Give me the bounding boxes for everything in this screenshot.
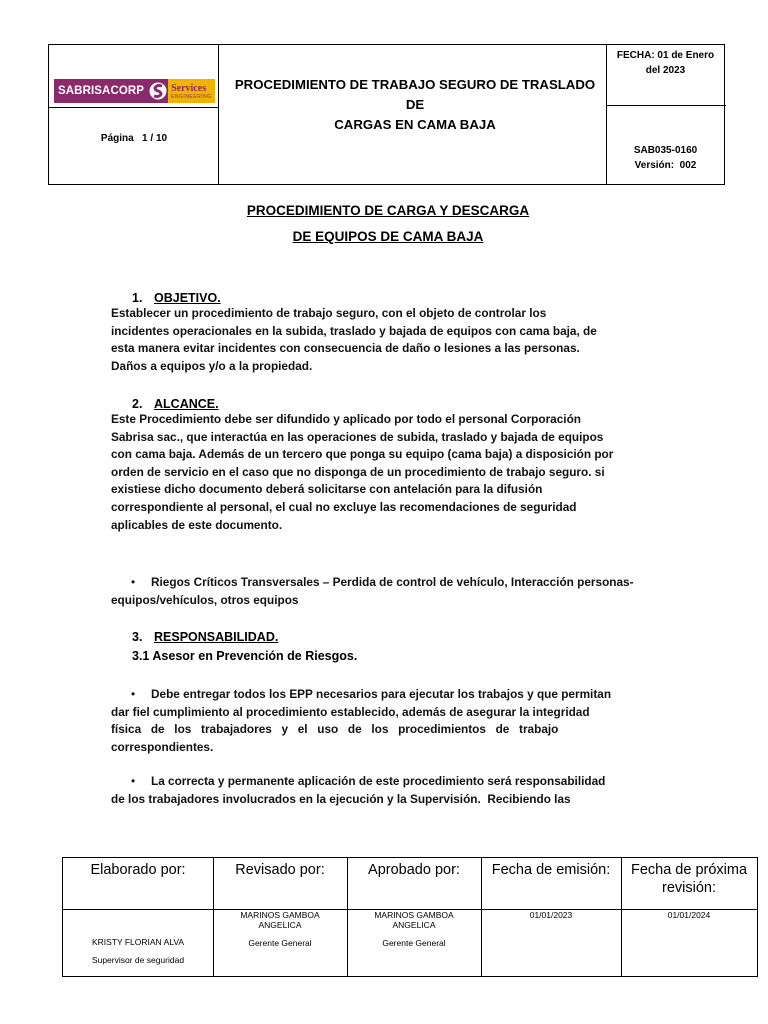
logo-services-text: Services — [171, 82, 207, 94]
table-header-revisado: Revisado por: — [235, 862, 325, 878]
header-divider — [49, 107, 218, 108]
paragraph-line: esta manera evitar incidentes con consecuencia de daño o lesiones a las personas. — [111, 341, 580, 356]
revisado-role: Gerente General — [248, 938, 312, 948]
section-number: 3. — [132, 630, 143, 644]
bullet-icon: • — [131, 575, 136, 589]
document-version: Versión: 002 — [634, 160, 697, 171]
section-label: RESPONSABILIDAD. — [154, 630, 279, 644]
header-date-line: FECHA: 01 de Enero — [616, 50, 715, 61]
company-logo — [54, 77, 214, 105]
responsabilidad-bullet-1 — [111, 686, 621, 756]
table-header-elaborado: Elaborado por: — [90, 862, 186, 878]
section-heading-alcance — [132, 397, 219, 411]
table-header-proxima: Fecha de próxima revisión: — [630, 862, 748, 896]
section-label: ALCANCE. — [154, 397, 219, 411]
bullet-line: correspondientes. — [111, 739, 214, 754]
section-label: OBJETIVO. — [154, 291, 221, 305]
elaborado-name: KRISTY FLORIAN ALVA — [91, 937, 185, 947]
objetivo-paragraph — [111, 305, 611, 375]
bullet-line — [111, 574, 651, 592]
section-number: 2. — [132, 397, 143, 411]
approval-table — [62, 857, 758, 977]
proxima-date: 01/01/2024 — [667, 910, 711, 920]
emision-date: 01/01/2023 — [529, 910, 573, 920]
main-title-line: PROCEDIMIENTO DE CARGA Y DESCARGA — [246, 203, 530, 218]
document-code-number: SAB035-0160 — [633, 145, 698, 156]
paragraph-line: existiese dicho documento deberá solicitarse con antelación para la difusión — [111, 482, 543, 497]
bullet-text: Debe entregar todos los EPP necesarios para ejecutar los trabajos y que permitan — [151, 687, 612, 701]
alcance-bullet — [111, 574, 651, 609]
header-title — [224, 75, 606, 135]
bullet-text: La correcta y permanente aplicación de este procedimiento será responsabilidad — [151, 774, 606, 788]
section-number: 1. — [132, 291, 143, 305]
aprobado-role: Gerente General — [382, 938, 446, 948]
revisado-name: MARINOS GAMBOA ANGELICA — [240, 910, 320, 930]
subsection-heading: 3.1 Asesor en Prevención de Riesgos. — [132, 649, 358, 663]
paragraph-line: Este Procedimiento debe ser difundido y aplicado por todo el personal Corporación — [111, 412, 581, 426]
main-title-line: DE EQUIPOS DE CAMA BAJA — [292, 229, 484, 244]
header-date-line: del 2023 — [645, 65, 686, 76]
header-title-line: PROCEDIMIENTO DE TRABAJO SEGURO DE TRASLADO DE — [234, 77, 596, 112]
paragraph-line: Establecer un procedimiento de trabajo seguro, con el objeto de controlar los — [111, 306, 547, 320]
paragraph-line: aplicables de este documento. — [111, 517, 283, 532]
header-date — [606, 48, 725, 78]
section-heading-objetivo — [132, 291, 221, 305]
page-number: Página 1 / 10 — [100, 133, 168, 144]
table-header-aprobado: Aprobado por: — [368, 862, 460, 878]
bullet-line: equipos/vehículos, otros equipos — [111, 592, 299, 607]
bullet-line: de los trabajadores involucrados en la ejecución y la Supervisión. Recibiendo las — [111, 791, 571, 806]
paragraph-line: Sabrisa sac., que interactúa en las operaciones de subida, traslado y bajada de equipos — [111, 429, 604, 444]
logo-services-block — [168, 79, 215, 103]
document-code — [606, 143, 725, 173]
bullet-icon: • — [131, 687, 136, 701]
bullet-line — [111, 773, 621, 791]
section-heading-responsabilidad — [132, 630, 278, 644]
responsabilidad-bullet-2 — [111, 773, 621, 808]
aprobado-name: MARINOS GAMBOA ANGELICA — [374, 910, 454, 930]
paragraph-line: Daños a equipos y/o a la propiedad. — [111, 358, 313, 373]
logo-swirl-icon — [148, 79, 168, 103]
bullet-text: Riegos Críticos Transversales – Perdida de control de vehículo, Interacción personas- — [151, 575, 634, 589]
header-divider — [606, 105, 726, 106]
bullet-icon: • — [131, 774, 136, 788]
logo-services-subtext: ENGINEERING — [171, 93, 212, 100]
bullet-line: dar fiel cumplimiento al procedimiento establecido, además de asegurar la integridad — [111, 704, 590, 719]
paragraph-line: incidentes operacionales en la subida, traslado y bajada de equipos con cama baja, de — [111, 323, 597, 338]
bullet-line: física de los trabajadores y el uso de los procedimientos de trabajo — [111, 722, 559, 737]
paragraph-line: orden de servicio en el caso que no disponga de un procedimiento de trabajo seguro. si — [111, 464, 605, 479]
document-header — [48, 44, 725, 185]
logo-brand-text: SABRISACORP — [54, 79, 148, 103]
header-title-line: CARGAS EN CAMA BAJA — [334, 117, 496, 132]
paragraph-line: correspondiente al personal, el cual no excluye las recomendaciones de seguridad — [111, 499, 577, 514]
alcance-paragraph — [111, 411, 614, 534]
header-divider — [218, 45, 219, 184]
elaborado-role: Supervisor de seguridad — [91, 955, 185, 965]
table-header-emision: Fecha de emisión: — [491, 862, 611, 878]
paragraph-line: con cama baja. Además de un tercero que ponga su equipo (cama baja) a disposición por — [111, 447, 614, 462]
bullet-line — [111, 686, 621, 704]
